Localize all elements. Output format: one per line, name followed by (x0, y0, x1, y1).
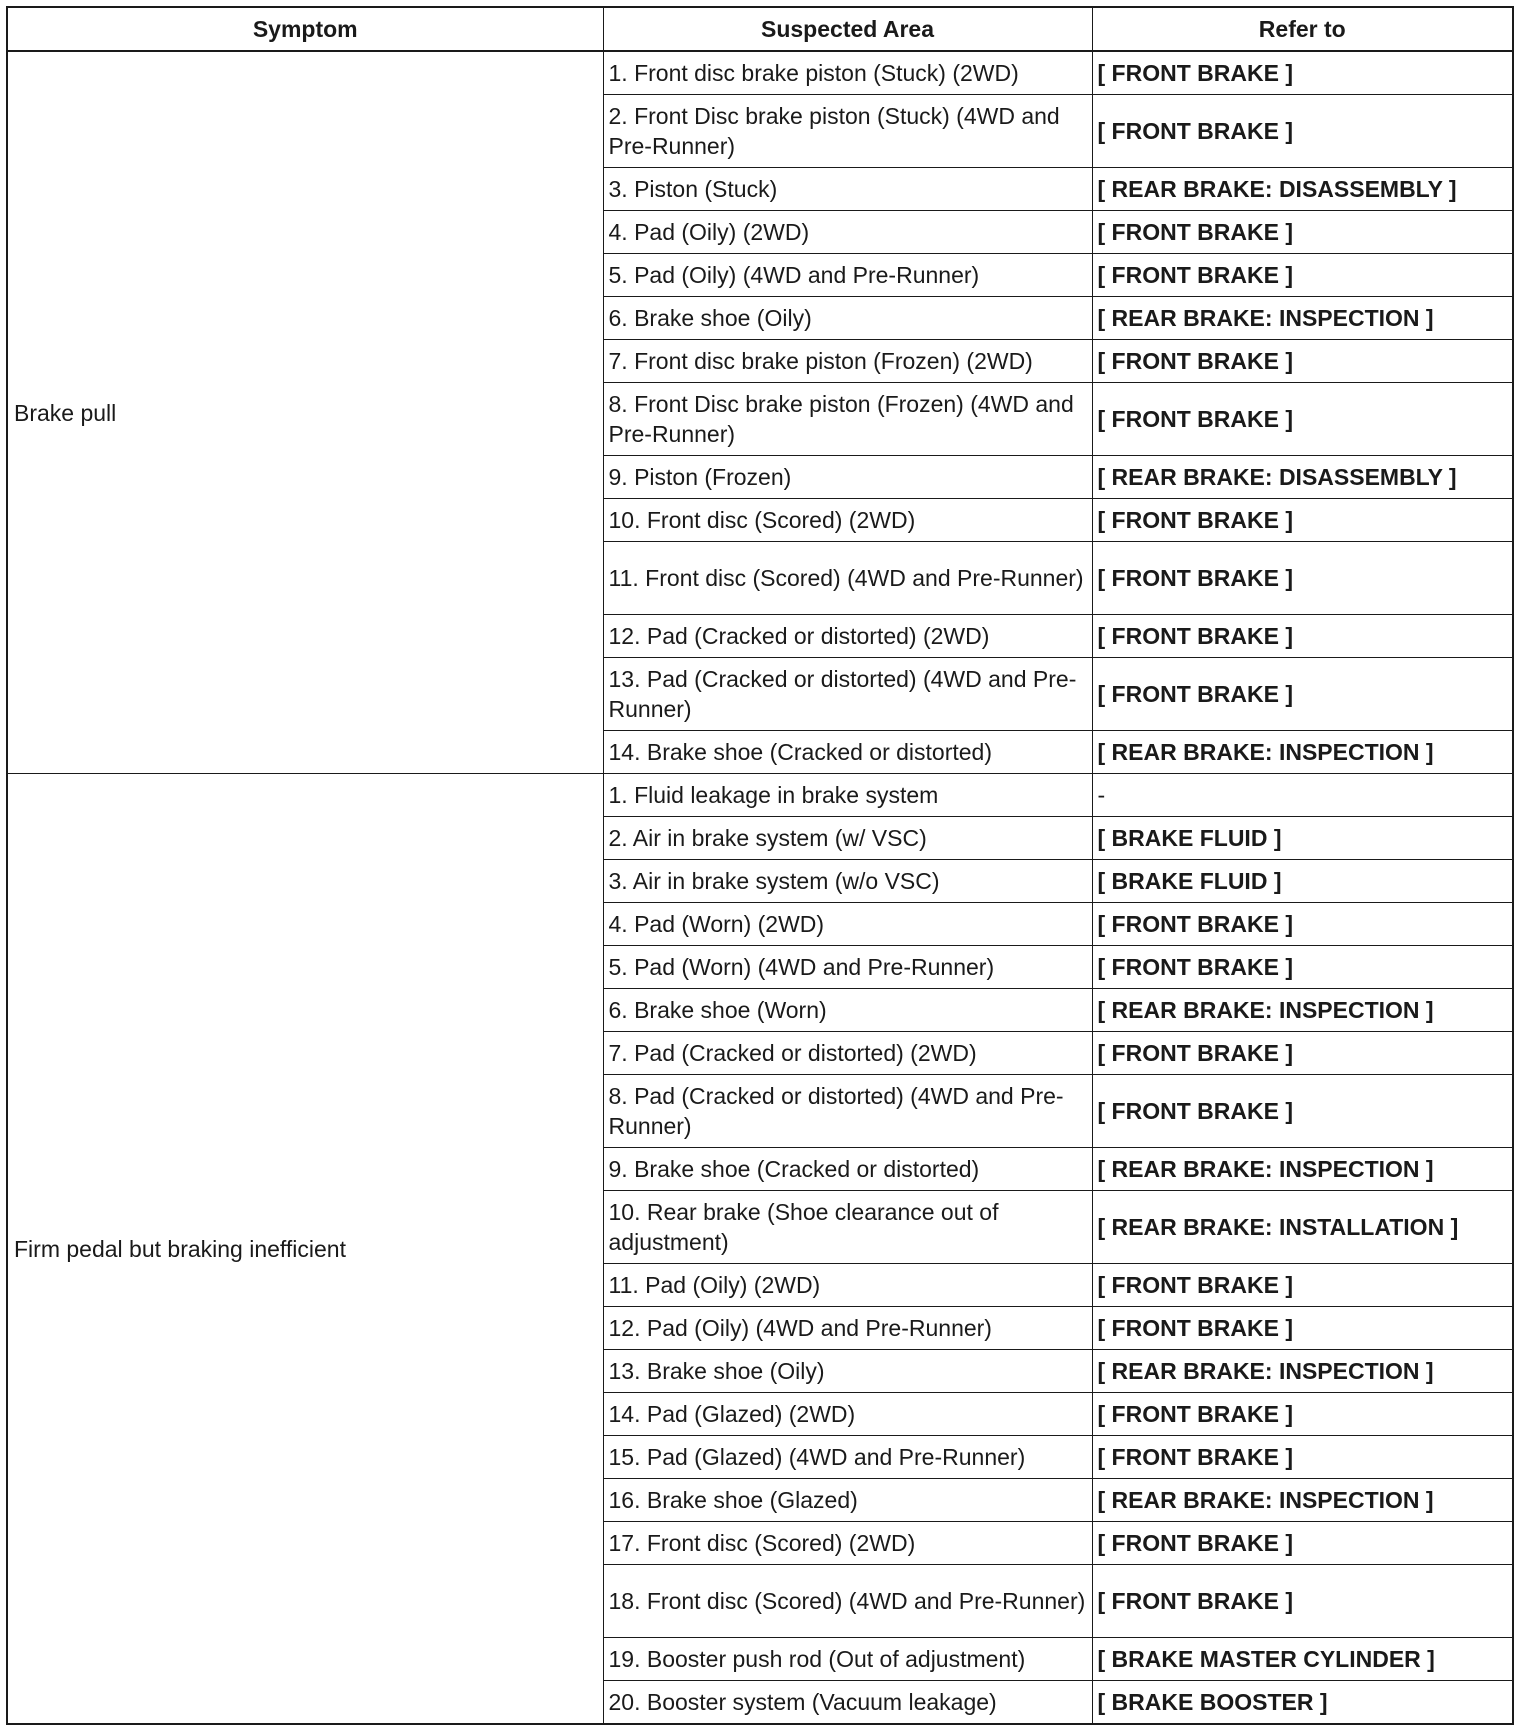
refer-to-cell: [ FRONT BRAKE ] (1092, 340, 1513, 383)
refer-to-cell: [ REAR BRAKE: INSPECTION ] (1092, 731, 1513, 774)
suspected-area-cell: 2. Front Disc brake piston (Stuck) (4WD and Pre-Runner) (603, 95, 1092, 168)
suspected-area-cell: 7. Pad (Cracked or distorted) (2WD) (603, 1032, 1092, 1075)
refer-to-cell: [ FRONT BRAKE ] (1092, 254, 1513, 297)
suspected-area-cell: 5. Pad (Worn) (4WD and Pre-Runner) (603, 946, 1092, 989)
refer-to-cell: [ BRAKE FLUID ] (1092, 860, 1513, 903)
refer-to-cell: [ REAR BRAKE: INSPECTION ] (1092, 989, 1513, 1032)
table-row (7, 774, 1513, 817)
refer-to-cell: [ FRONT BRAKE ] (1092, 95, 1513, 168)
symptom-cell: Brake pull (7, 51, 603, 774)
refer-to-cell: [ FRONT BRAKE ] (1092, 1522, 1513, 1565)
refer-to-cell: [ FRONT BRAKE ] (1092, 542, 1513, 615)
refer-to-cell: [ FRONT BRAKE ] (1092, 1075, 1513, 1148)
symptom-cell: Firm pedal but braking inefficient (7, 774, 603, 1725)
suspected-area-cell: 3. Air in brake system (w/o VSC) (603, 860, 1092, 903)
refer-to-cell: [ FRONT BRAKE ] (1092, 946, 1513, 989)
refer-to-cell: - (1092, 774, 1513, 817)
suspected-area-cell: 12. Pad (Oily) (4WD and Pre-Runner) (603, 1307, 1092, 1350)
suspected-area-cell: 14. Pad (Glazed) (2WD) (603, 1393, 1092, 1436)
suspected-area-cell: 2. Air in brake system (w/ VSC) (603, 817, 1092, 860)
refer-to-cell: [ FRONT BRAKE ] (1092, 658, 1513, 731)
suspected-area-cell: 16. Brake shoe (Glazed) (603, 1479, 1092, 1522)
suspected-area-cell: 18. Front disc (Scored) (4WD and Pre-Runner) (603, 1565, 1092, 1638)
refer-to-cell: [ REAR BRAKE: INSPECTION ] (1092, 1350, 1513, 1393)
refer-to-cell: [ FRONT BRAKE ] (1092, 1436, 1513, 1479)
header-row (7, 7, 1513, 51)
diagnostic-table (6, 6, 1514, 1725)
refer-to-cell: [ REAR BRAKE: DISASSEMBLY ] (1092, 456, 1513, 499)
suspected-area-cell: 4. Pad (Worn) (2WD) (603, 903, 1092, 946)
suspected-area-cell: 3. Piston (Stuck) (603, 168, 1092, 211)
refer-to-cell: [ FRONT BRAKE ] (1092, 51, 1513, 95)
table-row (7, 51, 1513, 95)
suspected-area-cell: 10. Front disc (Scored) (2WD) (603, 499, 1092, 542)
refer-to-cell: [ BRAKE FLUID ] (1092, 817, 1513, 860)
suspected-area-cell: 6. Brake shoe (Worn) (603, 989, 1092, 1032)
suspected-area-cell: 5. Pad (Oily) (4WD and Pre-Runner) (603, 254, 1092, 297)
suspected-area-cell: 4. Pad (Oily) (2WD) (603, 211, 1092, 254)
refer-to-cell: [ REAR BRAKE: INSPECTION ] (1092, 1148, 1513, 1191)
refer-to-cell: [ FRONT BRAKE ] (1092, 1393, 1513, 1436)
suspected-area-cell: 15. Pad (Glazed) (4WD and Pre-Runner) (603, 1436, 1092, 1479)
suspected-area-cell: 12. Pad (Cracked or distorted) (2WD) (603, 615, 1092, 658)
suspected-area-cell: 8. Front Disc brake piston (Frozen) (4WD and Pre-Runner) (603, 383, 1092, 456)
suspected-area-cell: 9. Piston (Frozen) (603, 456, 1092, 499)
suspected-area-cell: 19. Booster push rod (Out of adjustment) (603, 1638, 1092, 1681)
suspected-area-cell: 1. Front disc brake piston (Stuck) (2WD) (603, 51, 1092, 95)
table-body (7, 51, 1513, 1724)
refer-to-cell: [ FRONT BRAKE ] (1092, 1264, 1513, 1307)
suspected-area-cell: 17. Front disc (Scored) (2WD) (603, 1522, 1092, 1565)
refer-to-cell: [ REAR BRAKE: INSPECTION ] (1092, 1479, 1513, 1522)
suspected-area-cell: 11. Front disc (Scored) (4WD and Pre-Runner) (603, 542, 1092, 615)
refer-to-cell: [ FRONT BRAKE ] (1092, 383, 1513, 456)
suspected-area-cell: 9. Brake shoe (Cracked or distorted) (603, 1148, 1092, 1191)
refer-to-cell: [ FRONT BRAKE ] (1092, 1032, 1513, 1075)
refer-to-cell: [ FRONT BRAKE ] (1092, 1307, 1513, 1350)
suspected-area-cell: 6. Brake shoe (Oily) (603, 297, 1092, 340)
refer-to-cell: [ BRAKE BOOSTER ] (1092, 1681, 1513, 1725)
refer-to-cell: [ FRONT BRAKE ] (1092, 615, 1513, 658)
refer-to-cell: [ REAR BRAKE: INSPECTION ] (1092, 297, 1513, 340)
suspected-area-cell: 10. Rear brake (Shoe clearance out of adjustment) (603, 1191, 1092, 1264)
header-symptom: Symptom (7, 7, 603, 51)
suspected-area-cell: 13. Pad (Cracked or distorted) (4WD and Pre-Runner) (603, 658, 1092, 731)
refer-to-cell: [ REAR BRAKE: DISASSEMBLY ] (1092, 168, 1513, 211)
refer-to-cell: [ FRONT BRAKE ] (1092, 903, 1513, 946)
refer-to-cell: [ FRONT BRAKE ] (1092, 1565, 1513, 1638)
header-suspected-area: Suspected Area (603, 7, 1092, 51)
refer-to-cell: [ BRAKE MASTER CYLINDER ] (1092, 1638, 1513, 1681)
suspected-area-cell: 20. Booster system (Vacuum leakage) (603, 1681, 1092, 1725)
suspected-area-cell: 7. Front disc brake piston (Frozen) (2WD) (603, 340, 1092, 383)
refer-to-cell: [ REAR BRAKE: INSTALLATION ] (1092, 1191, 1513, 1264)
suspected-area-cell: 1. Fluid leakage in brake system (603, 774, 1092, 817)
refer-to-cell: [ FRONT BRAKE ] (1092, 499, 1513, 542)
header-refer-to: Refer to (1092, 7, 1513, 51)
suspected-area-cell: 13. Brake shoe (Oily) (603, 1350, 1092, 1393)
suspected-area-cell: 14. Brake shoe (Cracked or distorted) (603, 731, 1092, 774)
suspected-area-cell: 8. Pad (Cracked or distorted) (4WD and Pre-Runner) (603, 1075, 1092, 1148)
suspected-area-cell: 11. Pad (Oily) (2WD) (603, 1264, 1092, 1307)
refer-to-cell: [ FRONT BRAKE ] (1092, 211, 1513, 254)
